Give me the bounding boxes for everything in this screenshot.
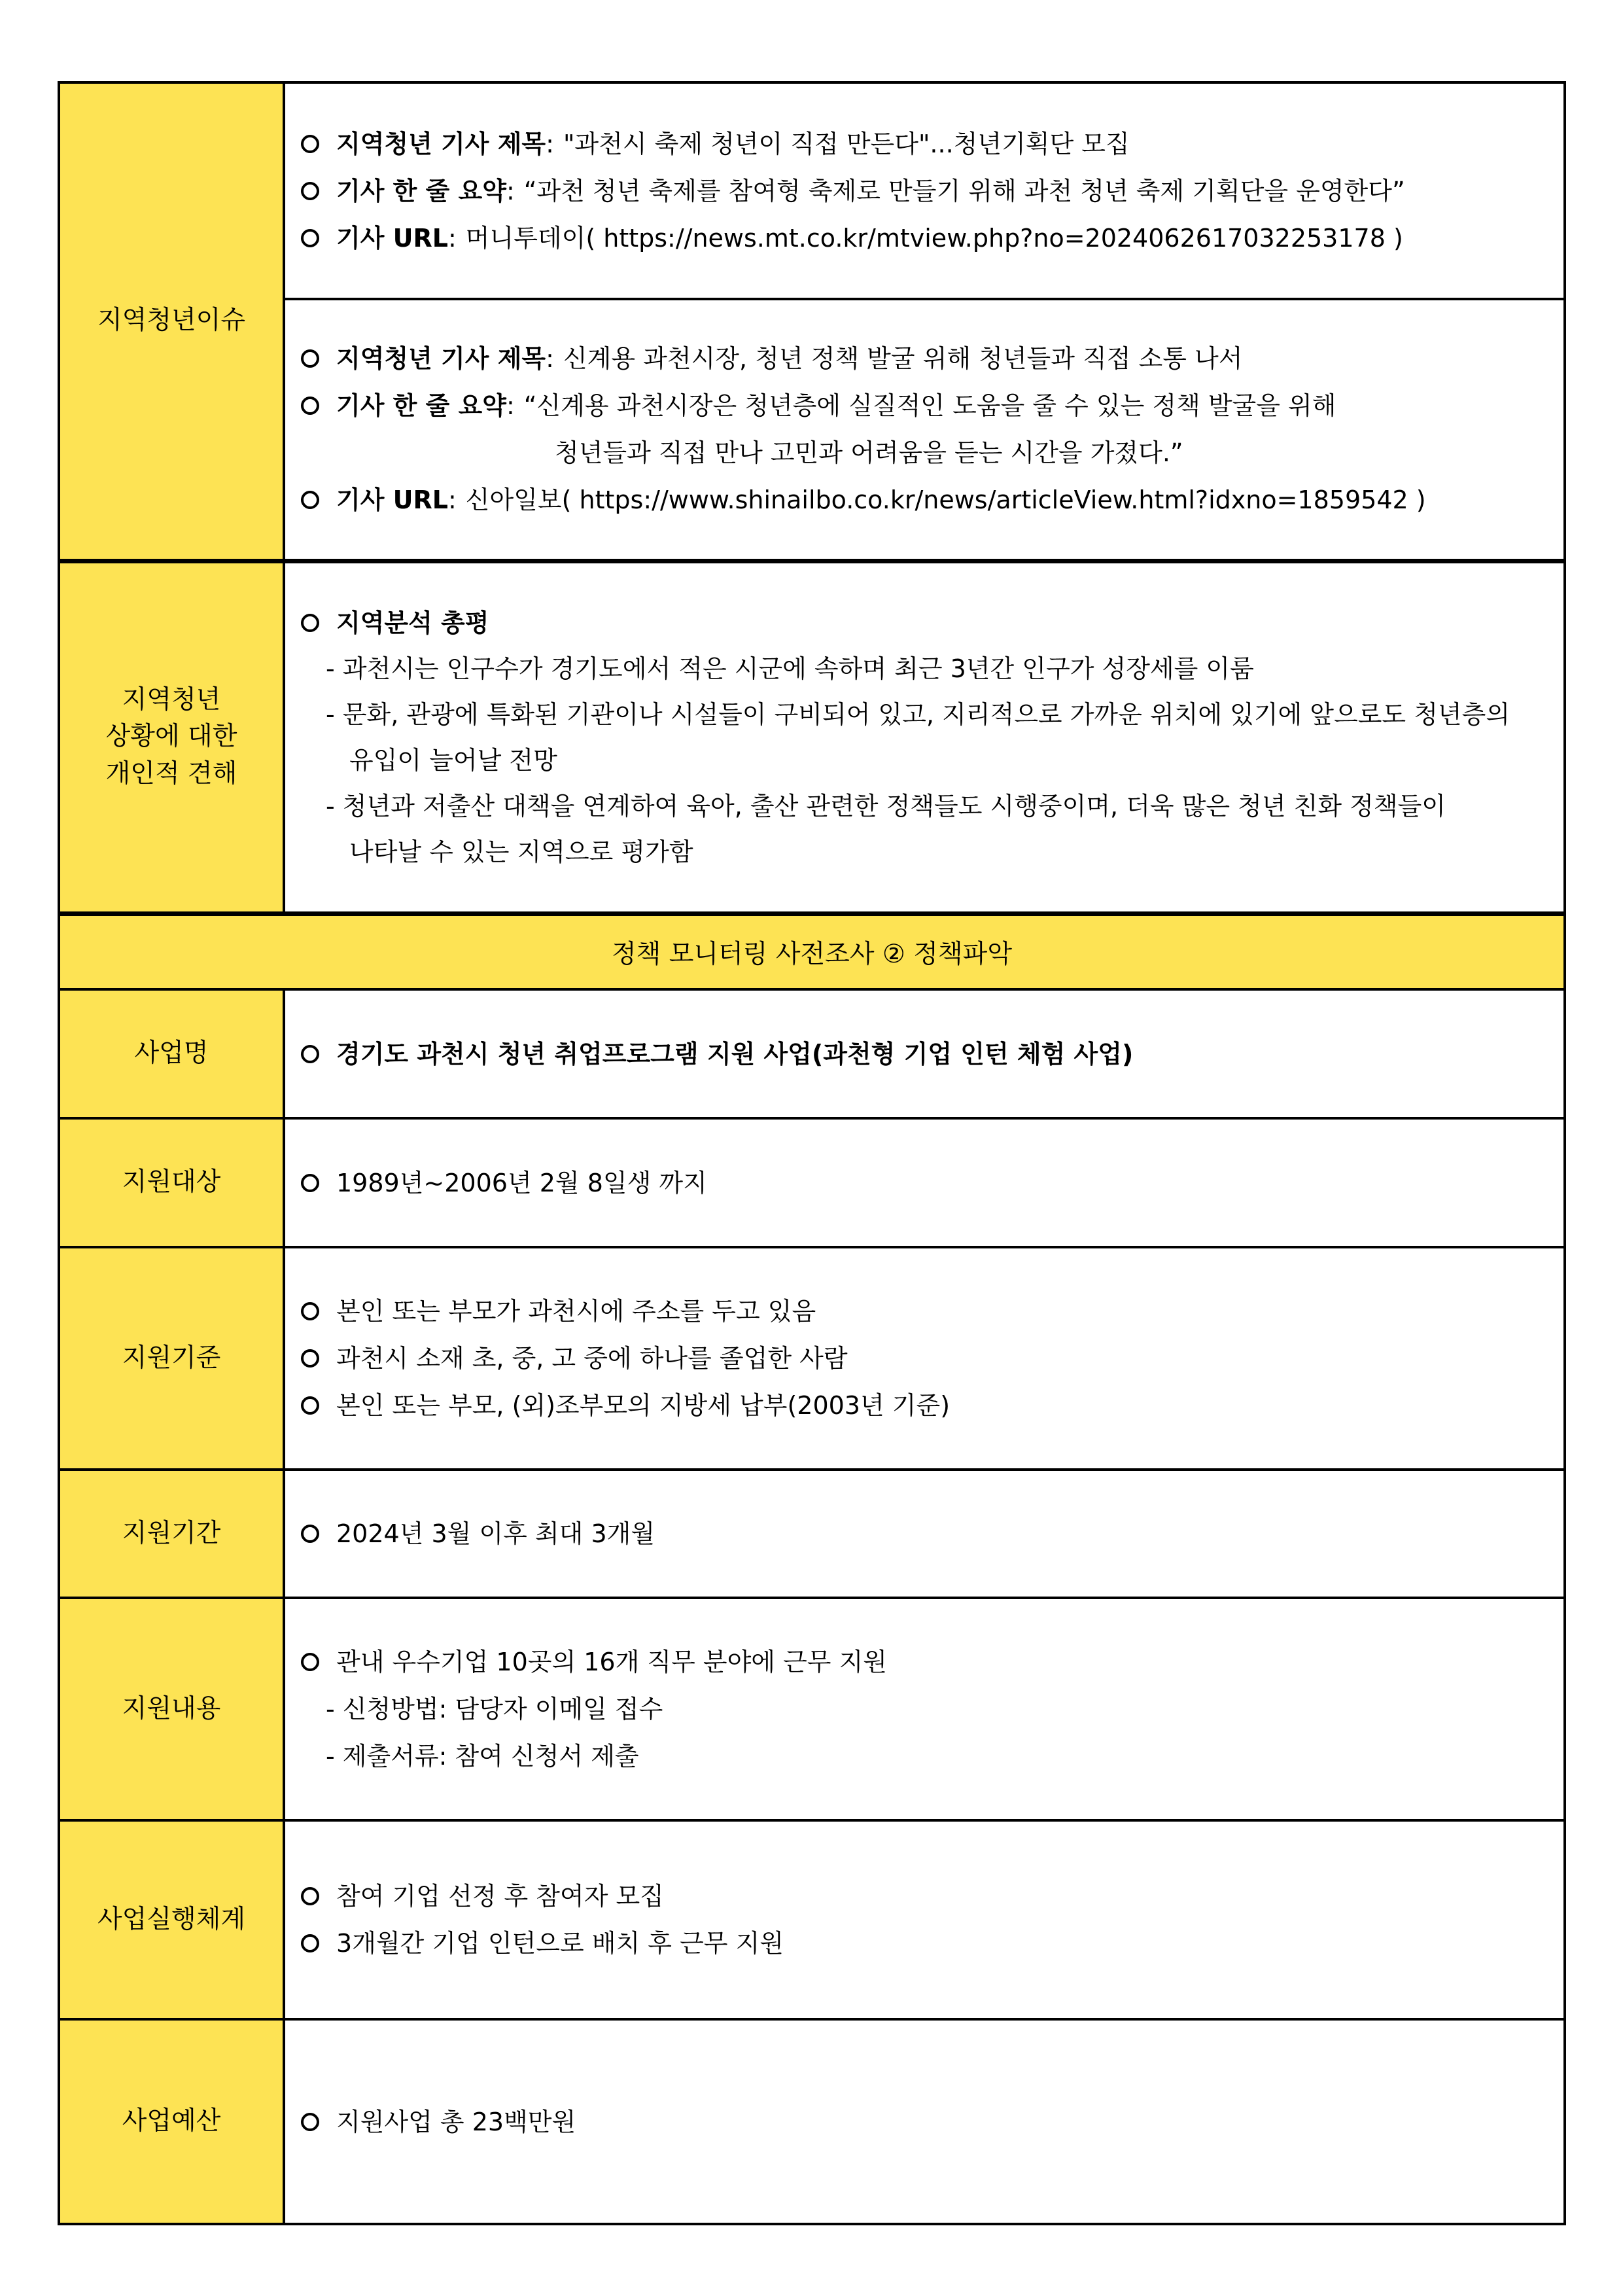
circle-bullet-icon: [301, 476, 336, 523]
circle-bullet-icon: [301, 1382, 336, 1429]
article-1-title-key: 지역청년 기사 제목: [336, 129, 546, 158]
project-name-label: 사업명: [59, 989, 284, 1118]
target-value: 1989년~2006년 2월 8일생 까지: [336, 1168, 707, 1197]
system-label: 사업실행체계: [59, 1820, 284, 2019]
circle-bullet-icon: [301, 1335, 336, 1382]
criteria-cell: [284, 1247, 1565, 1470]
circle-bullet-icon: [301, 1159, 336, 1207]
article-2-url[interactable]: 신아일보( https://www.shinailbo.co.kr/news/articleView.html?idxno=1859542 ): [465, 486, 1426, 515]
system-item-1: 참여 기업 선정 후 참여자 모집: [336, 1882, 664, 1911]
report-table: [58, 81, 1566, 2225]
article-2-summary-key: 기사 한 줄 요약: [336, 391, 506, 421]
budget-value: 지원사업 총 23백만원: [336, 2107, 576, 2136]
system-item-2: 3개월간 기업 인턴으로 배치 후 근무 지원: [336, 1929, 784, 1958]
criteria-label: 지원기준: [59, 1247, 284, 1470]
circle-bullet-icon: [301, 1873, 336, 1920]
section-header: 정책 모니터링 사전조사 ② 정책파악: [59, 913, 1565, 989]
circle-bullet-icon: [301, 600, 336, 646]
budget-cell: [284, 2019, 1565, 2224]
circle-bullet-icon: [301, 2098, 336, 2146]
opinion-line-2: - 문화, 관광에 특화된 기관이나 시설들이 구비되어 있고, 지리적으로 가까운 위치에 있기에 앞으로도 청년층의: [326, 699, 1510, 729]
period-value: 2024년 3월 이후 최대 3개월: [336, 1519, 655, 1548]
content-cell: [284, 1598, 1565, 1820]
content-item-2: - 신청방법: 담당자 이메일 접수: [326, 1695, 663, 1723]
article-1-summary-line: 기사 한 줄 요약 : “과천 청년 축제를 참여형 축제로 만들기 위해 과천 청년 축제 기획단을 운영한다”: [301, 168, 1546, 215]
article-1-url-key: 기사 URL: [336, 223, 448, 253]
article-2-summary-line-2: [301, 429, 1546, 476]
article-2-title-key: 지역청년 기사 제목: [336, 344, 546, 374]
article-2-summary-1: “신계용 과천시장은 청년층에 실질적인 도움을 줄 수 있는 정책 발굴을 위해: [523, 391, 1336, 421]
target-label: 지원대상: [59, 1118, 284, 1247]
content-item-1: 관내 우수기업 10곳의 16개 직무 분야에 근무 지원: [336, 1648, 888, 1676]
criteria-item-2: 과천시 소재 초, 중, 고 중에 하나를 졸업한 사람: [336, 1344, 848, 1373]
circle-bullet-icon: [301, 335, 336, 382]
opinion-heading: 지역분석 총평: [336, 608, 489, 637]
content-item-3: - 제출서류: 참여 신청서 제출: [326, 1742, 639, 1771]
article-2-cell: [284, 299, 1565, 561]
circle-bullet-icon: [301, 1031, 336, 1078]
criteria-item-1: 본인 또는 부모가 과천시에 주소를 두고 있음: [336, 1297, 816, 1326]
article-1-summary: “과천 청년 축제를 참여형 축제로 만들기 위해 과천 청년 축제 기획단을 운영한다”: [523, 176, 1405, 205]
circle-bullet-icon: [301, 1638, 336, 1686]
article-1-title: "과천시 축제 청년이 직접 만든다"...청년기획단 모집: [563, 129, 1130, 158]
article-2-summary-line: 기사 한 줄 요약 : “신계용 과천시장은 청년층에 실질적인 도움을 줄 수 있는 정책 발굴을 위해: [301, 382, 1546, 429]
circle-bullet-icon: [301, 1288, 336, 1335]
period-cell: [284, 1470, 1565, 1598]
project-name: 경기도 과천시 청년 취업프로그램 지원 사업(과천형 기업 인턴 체험 사업): [336, 1039, 1134, 1069]
circle-bullet-icon: [301, 1510, 336, 1557]
opinion-line-1: - 과천시는 인구수가 경기도에서 적은 시군에 속하며 최근 3년간 인구가 성장세를 이룸: [326, 654, 1254, 683]
circle-bullet-icon: [301, 215, 336, 262]
article-1-url[interactable]: 머니투데이( https://news.mt.co.kr/mtview.php?no=2024062617032253178 ): [465, 223, 1403, 253]
article-2-summary-2: 청년들과 직접 만나 고민과 어려움을 듣는 시간을 가졌다.”: [555, 438, 1183, 468]
issues-label: 지역청년이슈: [59, 82, 284, 561]
circle-bullet-icon: [301, 168, 336, 215]
article-1-summary-key: 기사 한 줄 요약: [336, 176, 506, 205]
opinion-cell: [284, 561, 1565, 913]
circle-bullet-icon: [301, 382, 336, 429]
content-label: 지원내용: [59, 1598, 284, 1820]
article-2-url-key: 기사 URL: [336, 486, 448, 515]
target-cell: [284, 1118, 1565, 1247]
article-2-title: 신계용 과천시장, 청년 정책 발굴 위해 청년들과 직접 소통 나서: [563, 344, 1243, 374]
circle-bullet-icon: [301, 1920, 336, 1967]
criteria-item-3: 본인 또는 부모, (외)조부모의 지방세 납부(2003년 기준): [336, 1391, 951, 1420]
opinion-line-4: - 청년과 저출산 대책을 연계하여 육아, 출산 관련한 정책들도 시행중이며, 더욱 많은 청년 친화 정책들이: [326, 791, 1446, 821]
opinion-heading-line: [301, 600, 1546, 646]
project-name-cell: [284, 989, 1565, 1118]
budget-label: 사업예산: [59, 2019, 284, 2224]
article-2-url-line: 기사 URL : 신아일보( https://www.shinailbo.co.kr/news/articleView.html?idxno=1859542 ): [301, 476, 1546, 523]
opinion-line-3: 유입이 늘어날 전망: [349, 745, 557, 775]
period-label: 지원기간: [59, 1470, 284, 1598]
article-1-cell: [284, 82, 1565, 299]
circle-bullet-icon: [301, 120, 336, 168]
opinion-label: 지역청년 상황에 대한 개인적 견해: [59, 561, 284, 913]
article-1-title-line: 지역청년 기사 제목 : "과천시 축제 청년이 직접 만든다"...청년기획단 모집: [301, 120, 1546, 168]
article-2-title-line: 지역청년 기사 제목 : 신계용 과천시장, 청년 정책 발굴 위해 청년들과 직접 소통 나서: [301, 335, 1546, 382]
system-cell: [284, 1820, 1565, 2019]
article-1-url-line: 기사 URL : 머니투데이( https://news.mt.co.kr/mtview.php?no=2024062617032253178 ): [301, 215, 1546, 262]
opinion-line-5: 나타날 수 있는 지역으로 평가함: [349, 837, 693, 866]
